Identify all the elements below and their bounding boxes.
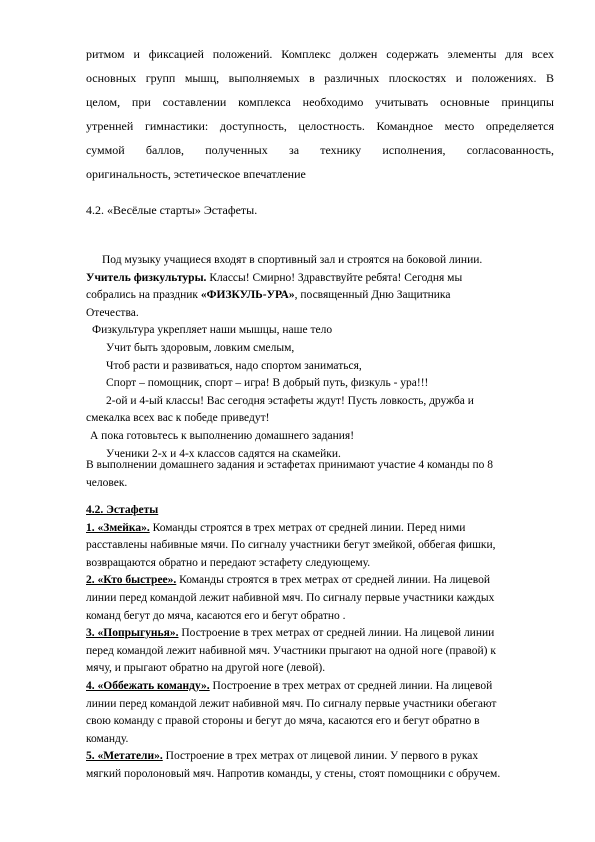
relays-heading: 4.2. Эстафеты xyxy=(86,504,159,516)
speech-line: Под музыку учащиеся входят в спортивный зал и строятся на боковой линии. xyxy=(102,254,483,266)
participants-paragraph xyxy=(86,457,556,492)
relay-5-title: 5. «Метатели». xyxy=(86,750,163,763)
poem-line: Спорт – помощник, спорт – игра! В добрый путь, физкуль - ура!!! xyxy=(106,377,429,390)
relay-3-line: мячу, и прыгают обратно на другой ноге (левой). xyxy=(86,662,326,675)
relays-section xyxy=(86,502,556,784)
intro-line-6: оригинальность, эстетическое впечатление xyxy=(86,167,306,181)
participants-line: В выполнении домашнего задания и эстафетах принимают участие 4 команды по 8 xyxy=(86,459,494,471)
relay-4-line: команду. xyxy=(86,732,129,745)
participants-line: человек. xyxy=(86,476,128,489)
relay-4-line: свою команду с правой стороны и бегут до мяча, касаются его и бегут обратно в xyxy=(86,715,480,728)
relay-1-line: расставлены набивные мячи. По сигналу участники бегут змейкой, оббегая фишки, xyxy=(86,539,496,552)
relay-2-title: 2. «Кто быстрее». xyxy=(86,574,177,587)
intro-line-2: основных групп мышц, выполняемых в различных плоскостях и положениях. В xyxy=(86,71,554,85)
relay-4-line: линии перед командой лежит набивной мяч. По сигналу первые участники обегают xyxy=(86,697,497,710)
teacher-speech xyxy=(86,252,556,463)
poem-line: Физкультура укрепляет наши мышцы, наше тело xyxy=(92,324,333,337)
poem-line: Чтоб расти и развиваться, надо спортом заниматься, xyxy=(106,359,362,372)
speech-line: А пока готовьтесь к выполнению домашнего задания! xyxy=(90,429,355,442)
speech-line: 2-ой и 4-ый классы! Вас сегодня эстафеты ждут! Пусть ловкость, дружба и xyxy=(106,394,474,407)
speech-line: собрались на праздник «ФИЗКУЛЬ-УРА», посвященный Дню Защитника xyxy=(86,289,451,302)
relay-2-line: команд бегут до мяча, касаются его и бегут обратно . xyxy=(86,609,346,622)
intro-line-3: целом, при составлении комплекса необходимо учитывать основные принципы xyxy=(86,95,554,109)
intro-line-1: ритмом и фиксацией положений. Комплекс должен содержать элементы для всех xyxy=(86,47,554,61)
relay-4: 4. «Оббежать команду». Построение в трех метрах от средней линии. На лицевой xyxy=(86,679,493,692)
relay-2: 2. «Кто быстрее». Команды строятся в трех метрах от средней линии. На лицевой xyxy=(86,574,491,587)
relay-3-title: 3. «Попрыгунья». xyxy=(86,627,179,640)
speech-line: смекалка всех вас к победе приведут! xyxy=(86,412,270,425)
intro-line-4: утренней гимнастики: доступность, целостность. Командное место определяется xyxy=(86,119,554,133)
teacher-label: Учитель физкультуры. xyxy=(86,271,207,284)
intro-paragraph xyxy=(86,42,554,186)
poem-line: Учит быть здоровым, ловким смелым, xyxy=(106,341,295,354)
relay-4-title: 4. «Оббежать команду». xyxy=(86,679,210,692)
relay-2-line: линии перед командой лежит набивной мяч. По сигналу первые участники каждых xyxy=(86,591,495,604)
speech-line: Учитель физкультуры. Классы! Смирно! Здравствуйте ребята! Сегодня мы xyxy=(86,271,463,284)
relay-3-line: перед командой лежит набивной мяч. Участники прыгают на одной ноге (правой) к xyxy=(86,644,496,657)
relay-1: 1. «Змейка». Команды строятся в трех метрах от средней линии. Перед ними xyxy=(86,521,466,534)
speech-line: Отечества. xyxy=(86,306,139,319)
relay-3: 3. «Попрыгунья». Построение в трех метрах от средней линии. На лицевой линии xyxy=(86,627,495,640)
holiday-name: «ФИЗКУЛЬ-УРА» xyxy=(200,289,295,302)
relay-5-line: мягкий поролоновый мяч. Напротив команды, у стены, стоят помощники с обручем. xyxy=(86,767,501,780)
speech-line: Ученики 2-х и 4-х классов садятся на скамейки. xyxy=(106,447,341,460)
relay-5: 5. «Метатели». Построение в трех метрах от лицевой линии. У первого в руках xyxy=(86,750,479,763)
relay-1-title: 1. «Змейка». xyxy=(86,521,150,534)
intro-line-5: суммой баллов, полученных за технику исполнения, согласованность, xyxy=(86,143,554,157)
relay-1-line: возвращаются обратно и передают эстафету следующему. xyxy=(86,556,371,569)
section-heading: 4.2. «Весёлые старты» Эстафеты. xyxy=(86,203,258,217)
